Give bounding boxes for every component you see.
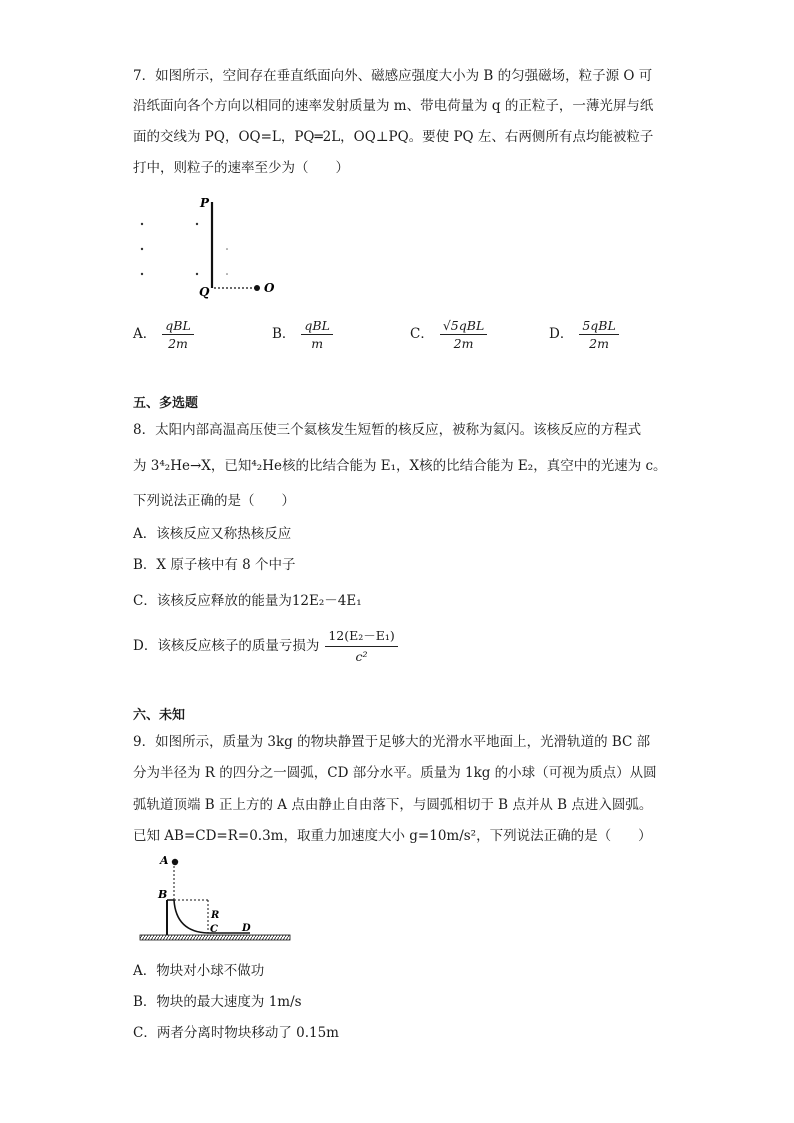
denominator: 2m (589, 336, 609, 351)
field-dot (141, 223, 143, 225)
field-dot (196, 223, 198, 225)
q9-line1: 9．如图所示，质量为 3kg 的物块静置于足够大的光滑水平地面上，光滑轨道的 BC 部 (133, 734, 651, 750)
field-dot (141, 273, 143, 275)
denominator: 2m (168, 336, 188, 351)
label-o: O (264, 281, 275, 295)
q8-line3: 下列说法正确的是（ ） (133, 493, 295, 509)
q8-line2: 为 3⁴₂He→X，已知⁴₂He核的比结合能为 E₁，X核的比结合能为 E₂，真空中的光速为 c。 (133, 458, 667, 474)
field-dot (226, 273, 228, 275)
source-o (254, 285, 260, 291)
denominator: m (311, 336, 324, 351)
fraction (325, 627, 397, 666)
q7-option-c[interactable] (410, 318, 487, 351)
numerator: qBL (162, 318, 194, 335)
label-q: Q (199, 285, 210, 299)
q7-figure (130, 192, 290, 302)
section-heading-multi-choice: 五、多选题 (133, 396, 199, 411)
numerator: qBL (301, 318, 333, 335)
fraction (579, 318, 618, 351)
numerator: √5qBL (440, 318, 487, 335)
option-letter: C． (410, 326, 434, 342)
denominator: c² (355, 649, 368, 664)
label-c: C (210, 924, 218, 935)
field-dot (226, 248, 228, 250)
ball-a (172, 859, 178, 865)
label-r: R (211, 910, 220, 921)
q7-line4: 打中，则粒子的速率至少为（ ） (133, 160, 349, 176)
numerator: 12(E₂－E₁) (325, 627, 397, 647)
label-a: A (160, 854, 169, 867)
ground (140, 935, 290, 940)
option-letter: D． (549, 326, 574, 342)
section-heading-unknown: 六、未知 (133, 708, 186, 723)
fraction (301, 318, 333, 351)
q7-line1: 7．如图所示，空间存在垂直纸面向外、磁感应强度大小为 B 的匀强磁场，粒子源 O 可 (133, 68, 653, 84)
q9-option-a[interactable]: A．物块对小球不做功 (133, 963, 265, 979)
q7-line3: 面的交线为 PQ，OQ=L，PQ═2L，OQ⊥PQ。要使 PQ 左、右两侧所有点均能被粒子 (133, 129, 654, 145)
q8-option-b[interactable]: B．X 原子核中有 8 个中子 (133, 557, 296, 573)
q9-line2: 分为半径为 R 的四分之一圆弧，CD 部分水平。质量为 1kg 的小球（可视为质点）从圆 (133, 765, 657, 781)
q9-line4: 已知 AB=CD=R=0.3m，取重力加速度大小 g=10m/s²，下列说法正确的是（ ） (133, 828, 652, 844)
field-dot (196, 273, 198, 275)
fraction (162, 318, 194, 351)
numerator: 5qBL (579, 318, 618, 335)
option-letter: A． (133, 326, 157, 342)
q9-figure (138, 852, 293, 944)
q9-option-b[interactable]: B．物块的最大速度为 1m/s (133, 994, 302, 1010)
q8-line1: 8．太阳内部高温高压使三个氦核发生短暂的核反应，被称为氦闪。该核反应的方程式 (133, 422, 642, 438)
q7-option-b[interactable] (272, 318, 333, 351)
label-b: B (158, 888, 168, 901)
arc-bc (174, 900, 208, 933)
q7-line2: 沿纸面向各个方向以相同的速率发射质量为 m、带电荷量为 q 的正粒子，一薄光屏与纸 (133, 98, 654, 114)
q7-option-d[interactable] (549, 318, 619, 351)
field-dot (141, 248, 143, 250)
denominator: 2m (453, 336, 474, 351)
q8-option-d[interactable] (133, 627, 398, 666)
label-p: P (200, 196, 210, 210)
q8-option-c[interactable]: C．该核反应释放的能量为12E₂－4E₁ (133, 593, 362, 609)
q7-option-a[interactable] (133, 318, 194, 351)
option-letter: B． (272, 326, 296, 342)
q9-option-c[interactable]: C．两者分离时物块移动了 0.15m (133, 1025, 339, 1041)
option-text: D．该核反应核子的质量亏损为 (133, 638, 320, 654)
q8-option-a[interactable]: A．该核反应又称热核反应 (133, 526, 292, 542)
fraction (440, 318, 487, 351)
label-d: D (242, 923, 251, 934)
q9-line3: 弧轨道顶端 B 正上方的 A 点由静止自由落下，与圆弧相切于 B 点并从 B 点进入圆弧。 (133, 797, 653, 813)
